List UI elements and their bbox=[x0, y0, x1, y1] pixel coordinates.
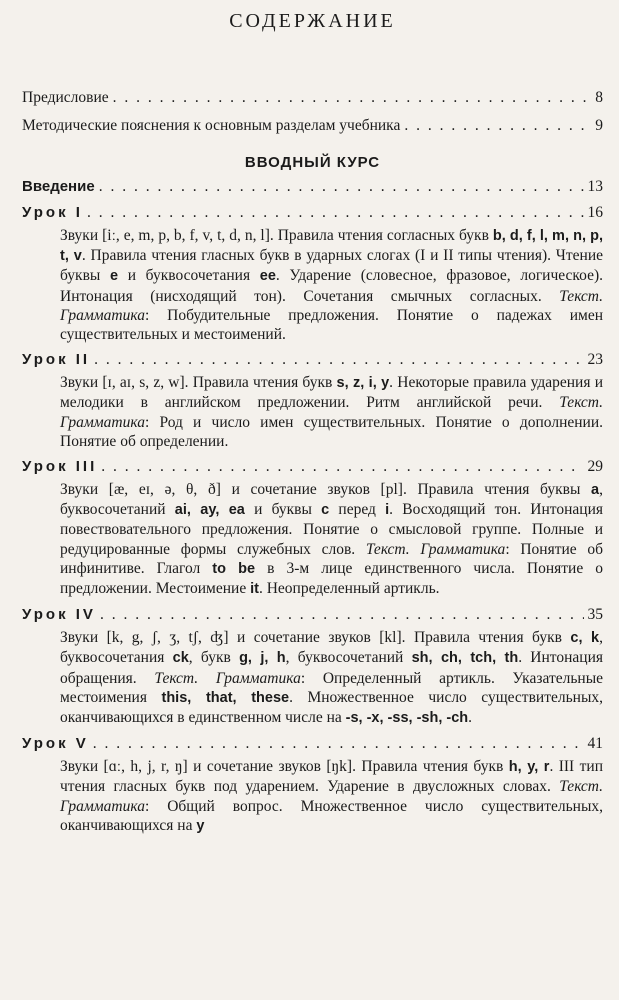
leader-dots bbox=[99, 177, 584, 197]
description-text: , букв bbox=[188, 649, 240, 667]
lesson-entry bbox=[22, 457, 603, 599]
description-text: Звуки [ɪ, aɪ, s, z, w]. Правила чтения букв bbox=[60, 374, 337, 392]
lesson-entry bbox=[22, 605, 603, 728]
description-text: . Правила чтения гласных букв в ударных слогах (I и II типы чтения). Чтение буквы bbox=[60, 247, 603, 285]
lesson-page: 23 bbox=[587, 351, 603, 369]
emphasized-letters: this, that, these bbox=[161, 689, 290, 706]
toc-entry-label: Методические пояснения к основным разделам учебника bbox=[22, 117, 401, 134]
lesson-label: Урок V bbox=[22, 735, 89, 753]
toc-entry-page: 13 bbox=[587, 178, 603, 195]
description-text: . Неопределенный артикль. bbox=[258, 580, 440, 598]
emphasized-letters: ai, ay, ea bbox=[174, 502, 245, 519]
description-text: , буквосочетания bbox=[60, 629, 603, 667]
toc-entry-label: Введение bbox=[22, 178, 95, 195]
emphasized-letters: y bbox=[196, 817, 205, 834]
lesson-description bbox=[60, 480, 603, 599]
description-text: : Определенный артикль. Указательные местоимения bbox=[60, 669, 603, 706]
emphasized-letters: e bbox=[109, 268, 119, 285]
leader-dots bbox=[101, 457, 583, 477]
description-text: Звуки [æ, eɪ, ə, θ, ð] и сочетание звуков [pl]. Правила чтения буквы bbox=[60, 481, 592, 499]
toc-entry-page: 9 bbox=[595, 117, 603, 134]
emphasized-letters: it bbox=[250, 581, 259, 598]
description-text: . III тип чтения гласных букв под ударением. Ударение в двусложных словах. bbox=[60, 758, 603, 796]
lesson-entry bbox=[22, 350, 603, 451]
leader-dots bbox=[113, 88, 592, 108]
lesson-description bbox=[60, 373, 603, 451]
lesson-label: Урок I bbox=[22, 204, 83, 221]
description-text: : Род и число имен существительных. Понятие о дополнении. Понятие об определении. bbox=[60, 413, 603, 450]
description-text: Звуки [k, g, ʃ, ʒ, tʃ, ʤ] и сочетание звуков [kl]. Правила чтения букв bbox=[60, 629, 571, 647]
emphasized-letters: a bbox=[591, 482, 600, 499]
description-text: . Интонация обращения. bbox=[60, 649, 604, 687]
section-label-italic: Текст. Грамматика bbox=[154, 669, 301, 687]
section-label-italic: Текст. Грамматика bbox=[60, 394, 603, 431]
lesson-description bbox=[60, 628, 603, 728]
lesson-description bbox=[60, 226, 603, 344]
description-text: в 3-м лице единственного числа. Понятие о предложении. Местоимение bbox=[60, 559, 603, 598]
emphasized-letters: g, j, h bbox=[239, 650, 286, 667]
lesson-description bbox=[60, 757, 603, 836]
lesson-entry bbox=[22, 734, 603, 836]
emphasized-letters: -s, -x, -ss, -sh, -ch bbox=[345, 710, 469, 727]
lesson-label: Урок III bbox=[22, 458, 98, 476]
section-label-italic: Текст. Грамматика bbox=[60, 287, 603, 324]
toc-entry-lesson-3[interactable] bbox=[22, 457, 603, 477]
description-text: . Множественное число существительных, оканчивающихся в единственном числе на bbox=[60, 688, 603, 727]
emphasized-letters: c, k bbox=[570, 630, 600, 647]
toc-entry-page: 8 bbox=[595, 89, 603, 106]
description-text: перед bbox=[329, 501, 386, 519]
leader-dots bbox=[404, 116, 591, 136]
lesson-label: Урок IV bbox=[22, 606, 96, 624]
emphasized-letters: sh, ch, tch, th bbox=[411, 650, 519, 667]
description-text: . Восходящий тон. Интонация повествовательного предложения. Понятие о смысловой группе. Полные и редуцированные формы служебных слов. bbox=[60, 501, 603, 558]
description-text: : Общий вопрос. Множественное число существительных, оканчивающихся на bbox=[60, 797, 603, 834]
lesson-label: Урок II bbox=[22, 351, 91, 369]
description-text: : Побудительные предложения. Понятие о падежах имен существительных и местоимений. bbox=[60, 306, 603, 344]
emphasized-letters: b, d, f, l, m, n, p, t, v bbox=[60, 228, 603, 265]
description-text: . Ударение (словесное, фразовое, логическое). Интонация (нисходящий тон). Сочетания смычных согласных. bbox=[60, 267, 604, 305]
leader-dots bbox=[100, 605, 584, 625]
emphasized-letters: i bbox=[385, 502, 390, 519]
leader-dots bbox=[93, 734, 584, 754]
toc-entry-lesson-2[interactable] bbox=[22, 350, 603, 370]
section-label-italic: Текст. Грамматика bbox=[365, 540, 506, 558]
section-heading: ВВОДНЫЙ КУРС bbox=[244, 154, 381, 171]
section-label-italic: Текст. Грамматика bbox=[60, 778, 603, 815]
description-text: . Некоторые правила ударения и мелодики в английском предложении. Ритм английской речи. bbox=[60, 374, 603, 412]
emphasized-letters: s, z, i, y bbox=[336, 375, 390, 392]
description-text: Звуки [iː, e, m, p, b, f, v, t, d, n, l]. Правила чтения согласных букв bbox=[60, 227, 493, 244]
emphasized-letters: ee bbox=[259, 268, 276, 285]
description-text: . bbox=[468, 709, 473, 727]
toc-entry-introduction[interactable] bbox=[22, 177, 603, 197]
description-text: и буквосочетания bbox=[118, 267, 260, 285]
description-text: , буквосочетаний bbox=[285, 649, 412, 667]
emphasized-letters: ck bbox=[172, 650, 189, 667]
page-title: СОДЕРЖАНИЕ bbox=[229, 10, 396, 32]
description-text: и буквы bbox=[244, 501, 322, 519]
lesson-page: 16 bbox=[587, 204, 603, 221]
emphasized-letters: h, y, r bbox=[508, 759, 550, 776]
toc-entry-lesson-4[interactable] bbox=[22, 605, 603, 625]
description-text: , буквосочетаний bbox=[60, 481, 603, 519]
description-text: Звуки [ɑː, h, j, r, ŋ] и сочетание звуков [ŋk]. Правила чтения букв bbox=[60, 758, 509, 776]
toc-entry-lesson-5[interactable] bbox=[22, 734, 603, 754]
lesson-page: 35 bbox=[587, 606, 603, 624]
toc-entry-preface[interactable] bbox=[22, 88, 603, 108]
lesson-page: 29 bbox=[587, 458, 603, 476]
leader-dots bbox=[94, 350, 583, 370]
toc-entry-lesson-1[interactable] bbox=[22, 203, 603, 223]
lesson-page: 41 bbox=[587, 735, 603, 753]
leader-dots bbox=[87, 203, 584, 223]
emphasized-letters: to be bbox=[212, 560, 256, 577]
emphasized-letters: c bbox=[321, 502, 330, 519]
toc-entry-label: Предисловие bbox=[22, 89, 109, 106]
lesson-entry bbox=[22, 203, 603, 344]
description-text: : Понятие об инфинитиве. Глагол bbox=[60, 540, 603, 577]
toc-entry-methodology[interactable] bbox=[22, 116, 603, 136]
